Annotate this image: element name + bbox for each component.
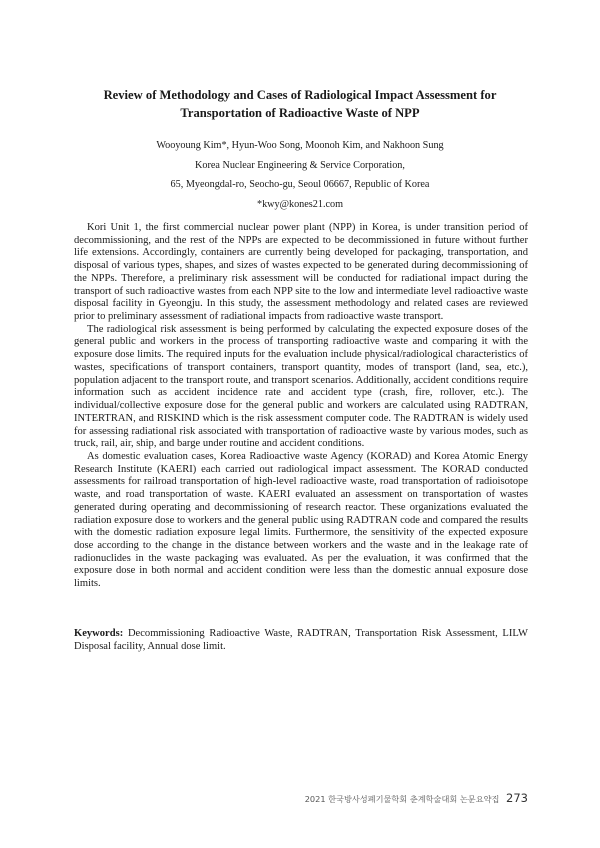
abstract-paragraph: The radiological risk assessment is being performed by calculating the expected exposure doses of the general public and workers in the process of transporting radioactive waste and comparing it with the exposure dose limits. The required inputs for the evaluation include physical/radiological characteristics of wastes, specifications of transport containers, transport quantity, modes of transport (land, sea, etc.), population adjacent to the transport route, and transport scenarios. Additionally, accident conditions require information such as accident incidence rate and accident type (crash, fire, rollover, etc.). The individual/collective exposure dose for the general public and workers are calculated using RADTRAN, INTERTRAN, and RISKIND which is the risk assessment computer code. The RADTRAN is widely used for assessing radiational risk associated with transportation of radioactive waste by various modes, such as truck, rail, air, ship, and barge under routine and accident conditions.: [74, 323, 528, 450]
keywords-section: [74, 628, 528, 654]
abstract-paragraph: Kori Unit 1, the first commercial nuclear power plant (NPP) in Korea, is under transition period of decommissioning, and the rest of the NPPs are expected to be decommissioned in future without further life extensions. Accordingly, containers are currently being developed for packaging, transportation, and disposal of various types, shapes, and sizes of wastes expected to be generated during decommissioning of the NPPs. Therefore, a preliminary risk assessment will be conducted for radiational impact during the transport of such radioactive wastes from each NPP site to the low and intermediate level radioactive waste disposal facility in Gyeongju. In this study, the assessment methodology and related cases are reviewed prior to preliminary assessment of radiational impacts from radioactive waste transport.: [74, 222, 528, 323]
keywords-text: Decommissioning Radioactive Waste, RADTRAN, Transportation Risk Assessment, LILW Disposal facility, Annual dose limit.: [74, 628, 528, 652]
paper-title: [60, 86, 540, 122]
affiliation: Korea Nuclear Engineering & Service Corporation,: [195, 159, 405, 171]
author-block: [60, 136, 540, 214]
page-footer: [305, 791, 528, 805]
address: 65, Myeongdal-ro, Seocho-gu, Seoul 06667, Republic of Korea: [170, 179, 430, 190]
author-list: Wooyoung Kim*, Hyun-Woo Song, Moonoh Kim, and Nakhoon Sung: [156, 140, 444, 151]
keywords-label: Keywords:: [74, 628, 124, 639]
abstract-paragraph: As domestic evaluation cases, Korea Radioactive waste Agency (KORAD) and Korea Atomic Energy Research Institute (KAERI) each carried out radiological impact assessment. The KORAD conducted assessments for railroad transportation of high-level radioactive waste, road transportation of radioisotope waste, and road transportation of waste. KAERI evaluated an assessment on transportation of wastes generated during operating and decommissioning of research reactor. These organizations evaluated the radiation exposure dose to workers and the general public using RADTRAN code and compared the results with the domestic radiation exposure legal limits. Furthermore, the sensitivity of the expected exposure dose according to the change in the distance between workers and the waste and in the leakage rate of radionuclides in the waste packaging was evaluated. As per the evaluation, it was confirmed that the exposure dose in both normal and accident condition were less than the domestic annual exposure dose limits.: [74, 450, 528, 590]
publication-name: 2021 한국방사성폐기물학회 춘계학술대회 논문요약집: [304, 794, 500, 804]
corresponding-email: *kwy@kones21.com: [256, 198, 344, 210]
abstract-body: [74, 222, 528, 591]
title-line-2: Transportation of Radioactive Waste of NPP: [180, 106, 420, 120]
page-number: 273: [506, 791, 528, 805]
title-line-1: Review of Methodology and Cases of Radiological Impact Assessment for: [103, 88, 497, 102]
